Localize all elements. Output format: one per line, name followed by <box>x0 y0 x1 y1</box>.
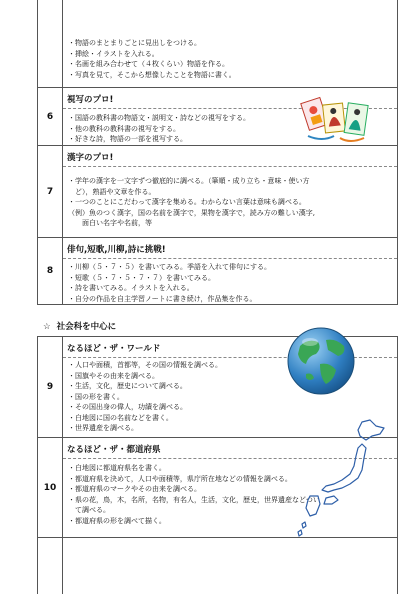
japan-map-outline-illustration <box>296 418 388 538</box>
list-item: ・都道府県のマークやその由来を調べる。 <box>68 485 201 493</box>
activity-table-kokugo <box>37 0 398 305</box>
row-number: 7 <box>38 146 63 237</box>
row-title: なるほど・ザ・都道府県 <box>67 445 161 455</box>
table-row-continued <box>38 0 397 87</box>
list-item: ・短歌（５・７・５・７・７）を書いてみる。 <box>68 273 215 282</box>
row-title: 漢字のプロ! <box>67 153 114 163</box>
list-item: ど），熟語や文章を作る。 <box>68 187 156 196</box>
list-item: ・世界遺産を調べる。 <box>68 424 138 432</box>
list-item: ・白地図に都道府県名を書く。 <box>68 464 166 472</box>
row-content <box>63 146 397 237</box>
row-number: 8 <box>38 238 63 304</box>
item-list <box>68 38 391 80</box>
row-number <box>38 538 63 594</box>
list-item: ・人口や面積，首都等，その国の情報を調べる。 <box>68 361 222 369</box>
list-item: 面白い名字や名前，等 <box>68 219 152 227</box>
item-list <box>68 176 391 229</box>
item-list <box>68 262 391 304</box>
list-item: ・詩を書いてみる。イラストを入れる。 <box>68 284 194 292</box>
table-row-8 <box>38 237 397 305</box>
list-item: ・一つのことにこだわって漢字を集める。わからない言葉は意味も調べる。 <box>68 198 306 206</box>
row-content <box>63 238 397 304</box>
star-icon: ☆ <box>43 322 51 332</box>
list-item: ・国旗やその由来を調べる。 <box>68 371 159 380</box>
row-title: なるほど・ザ・ワールド <box>67 344 161 354</box>
list-item: ・国の形を書く。 <box>68 392 124 401</box>
list-item: ・川柳（５・７・５）を書いてみる。季語を入れて俳句にする。 <box>68 263 271 271</box>
section-label: 社会科を中心に <box>56 322 117 332</box>
table-row-continues <box>38 537 397 594</box>
list-item: ・挿絵・イラストを入れる。 <box>68 49 159 58</box>
list-item: ・国語の教科書の物語文・説明文・詩などの視写をする。 <box>68 114 250 122</box>
title-divider <box>63 258 397 259</box>
row-number: 9 <box>38 337 63 437</box>
row-title: 俳句,短歌,川柳,詩に挑戦! <box>67 245 166 255</box>
list-item: ・学年の漢字を一文字ずつ徹底的に調べる。（筆順・成り立ち・意味・使い方 <box>68 177 310 185</box>
list-item: ・都道府県の形を調べて描く。 <box>68 516 166 525</box>
list-item: ・写真を見て，そこから想像したことを物語に書く。 <box>68 70 236 79</box>
list-item: ・白地図に国の名前などを書く。 <box>68 413 173 422</box>
table-row-7 <box>38 145 397 237</box>
row-number: 6 <box>38 88 63 145</box>
list-item: （例）魚のつく漢字，国の名前を漢字で，果物を漢字で，読み方の難しい漢字, <box>68 208 315 217</box>
list-item: ・都道府県を決めて，人口や面積等，県庁所在地などの情報を調べる。 <box>68 474 292 483</box>
list-item: ・名画を組み合わせて（４枚くらい）物語を作る。 <box>68 60 229 68</box>
globe-illustration <box>286 326 356 396</box>
list-item: ・好きな詩，物語の一部を視写する。 <box>68 135 187 143</box>
list-item: て調べる。 <box>68 506 110 514</box>
list-item: ・生活，文化，歴史について調べる。 <box>68 382 187 390</box>
row-title: 視写のプロ! <box>67 95 114 105</box>
list-item: ・自分の作品を自主学習ノートに書き続け，作品集を作る。 <box>68 294 257 303</box>
section-header <box>43 320 116 332</box>
row-number: 10 <box>38 438 63 537</box>
list-item: ・その国出身の偉人，功績を調べる。 <box>68 403 187 411</box>
list-item: ・他の教科の教科書の視写をする。 <box>68 124 180 133</box>
list-item: ・県の花，鳥，木，名所，名物，有名人，生活，文化，歴史，世界遺産などつい <box>68 495 320 504</box>
hyakunin-isshu-cards-illustration <box>300 92 372 144</box>
row-content <box>63 0 397 87</box>
row-number <box>38 0 63 87</box>
title-divider <box>63 166 397 167</box>
list-item: ・物語のまとまりごとに見出しをつける。 <box>68 39 201 47</box>
